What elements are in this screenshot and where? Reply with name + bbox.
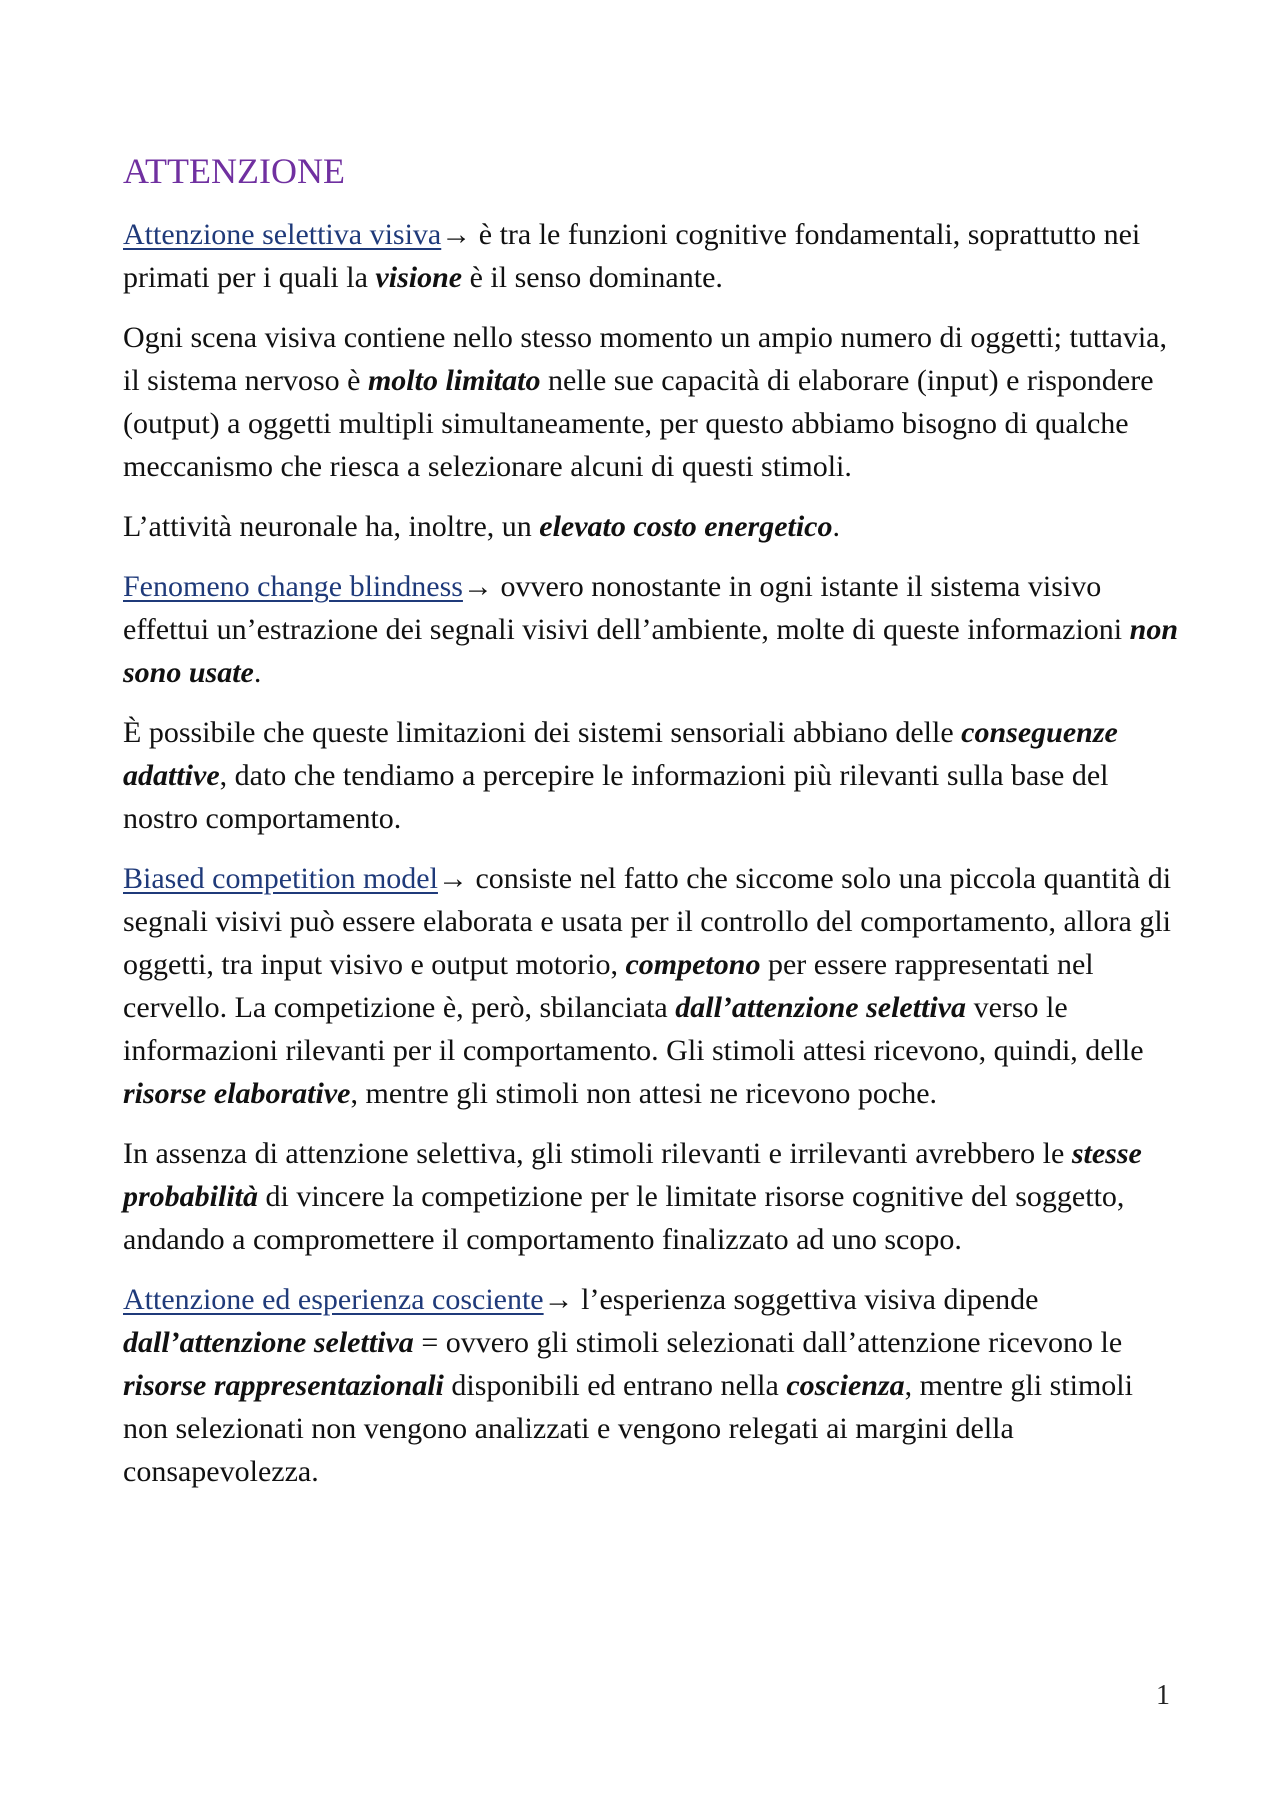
arrow-right-icon: →: [437, 862, 468, 896]
arrow-right-icon: →: [543, 1283, 574, 1317]
emphasis-text: molto limitato: [367, 364, 541, 398]
body-text: .: [832, 510, 840, 544]
body-text: , dato che tendiamo a percepire le informazioni più rilevanti sulla base del nostro comportamento.: [123, 759, 1109, 836]
body-text: di vincere la competizione per le limitate risorse cognitive del soggetto, andando a compromettere il comportamento finalizzato ad uno scopo.: [123, 1180, 1125, 1257]
body-text: , mentre gli stimoli non attesi ne ricevono poche.: [350, 1077, 938, 1111]
emphasis-text: dall’attenzione selettiva: [675, 991, 967, 1025]
emphasis-text: visione: [375, 261, 463, 295]
emphasis-text: risorse rappresentazionali: [123, 1369, 444, 1403]
document-title: ATTENZIONE: [123, 151, 345, 191]
body-text: verso le informazioni rilevanti per il comportamento. Gli stimoli attesi ricevono, quindi, delle: [123, 991, 1144, 1068]
body-text: per essere rappresentati nel cervello. La competizione è, però, sbilanciata: [123, 948, 1094, 1025]
body-text: consiste nel fatto che siccome solo una piccola quantità di segnali visivi può essere elaborata e usata per il controllo del comportamento, allora gli oggetti, tra input visivo e output motorio,: [123, 862, 1172, 982]
paragraph: [123, 1132, 1183, 1261]
emphasis-text: conseguenze adattive: [123, 716, 1118, 793]
emphasis-text: elevato costo energetico: [539, 510, 833, 544]
section-term: Biased competition model: [123, 862, 438, 896]
page-number: 1: [1156, 1680, 1170, 1711]
body-text: , mentre gli stimoli non selezionati non vengono analizzati e vengono relegati ai margini della consapevolezza.: [123, 1369, 1133, 1489]
body-text: disponibili ed entrano nella: [443, 1369, 787, 1403]
body-text: ovvero nonostante in ogni istante il sistema visivo effettui un’estrazione dei segnali visivi dell’ambiente, molte di queste informazioni: [123, 570, 1130, 647]
paragraph: [123, 505, 1183, 548]
paragraph: [123, 565, 1183, 694]
body-text: Ogni scena visiva contiene nello stesso momento un ampio numero di oggetti; tuttavia, il sistema nervoso è: [123, 321, 1167, 398]
body-text: è tra le funzioni cognitive fondamentali, soprattutto nei primati per i quali la: [123, 218, 1141, 295]
body-text: l’esperienza soggettiva visiva dipende: [573, 1283, 1039, 1317]
paragraph: [123, 213, 1183, 299]
section-term: Attenzione ed esperienza cosciente: [123, 1283, 544, 1317]
arrow-right-icon: →: [441, 218, 472, 252]
body-text: nelle sue capacità di elaborare (input) e rispondere (output) a oggetti multipli simultaneamente, per questo abbiamo bisogno di qualche meccanismo che riesca a selezionare alcuni di questi stimoli.: [123, 364, 1154, 484]
body-text: È possibile che queste limitazioni dei sistemi sensoriali abbiano delle: [123, 716, 962, 750]
body-text: = ovvero gli stimoli selezionati dall’attenzione ricevono le: [413, 1326, 1123, 1360]
emphasis-text: coscienza: [786, 1369, 905, 1403]
paragraph: [123, 857, 1183, 1115]
emphasis-text: competono: [625, 948, 761, 982]
paragraph: [123, 1278, 1183, 1493]
document-page: [123, 150, 1183, 1510]
emphasis-text: dall’attenzione selettiva: [123, 1326, 414, 1360]
arrow-right-icon: →: [462, 570, 493, 604]
emphasis-text: risorse elaborative: [123, 1077, 351, 1111]
section-term: Attenzione selettiva visiva: [123, 218, 442, 252]
body-text: è il senso dominante.: [462, 261, 723, 295]
paragraph: [123, 316, 1183, 488]
body-text: L’attività neuronale ha, inoltre, un: [123, 510, 540, 544]
body-text: In assenza di attenzione selettiva, gli stimoli rilevanti e irrilevanti avrebbero le: [123, 1137, 1072, 1171]
document-body: [123, 213, 1183, 1493]
emphasis-text: stesse probabilità: [123, 1137, 1142, 1214]
section-term: Fenomeno change blindness: [123, 570, 463, 604]
body-text: .: [253, 656, 262, 690]
emphasis-text: non sono usate: [123, 613, 1179, 690]
paragraph: [123, 711, 1183, 840]
